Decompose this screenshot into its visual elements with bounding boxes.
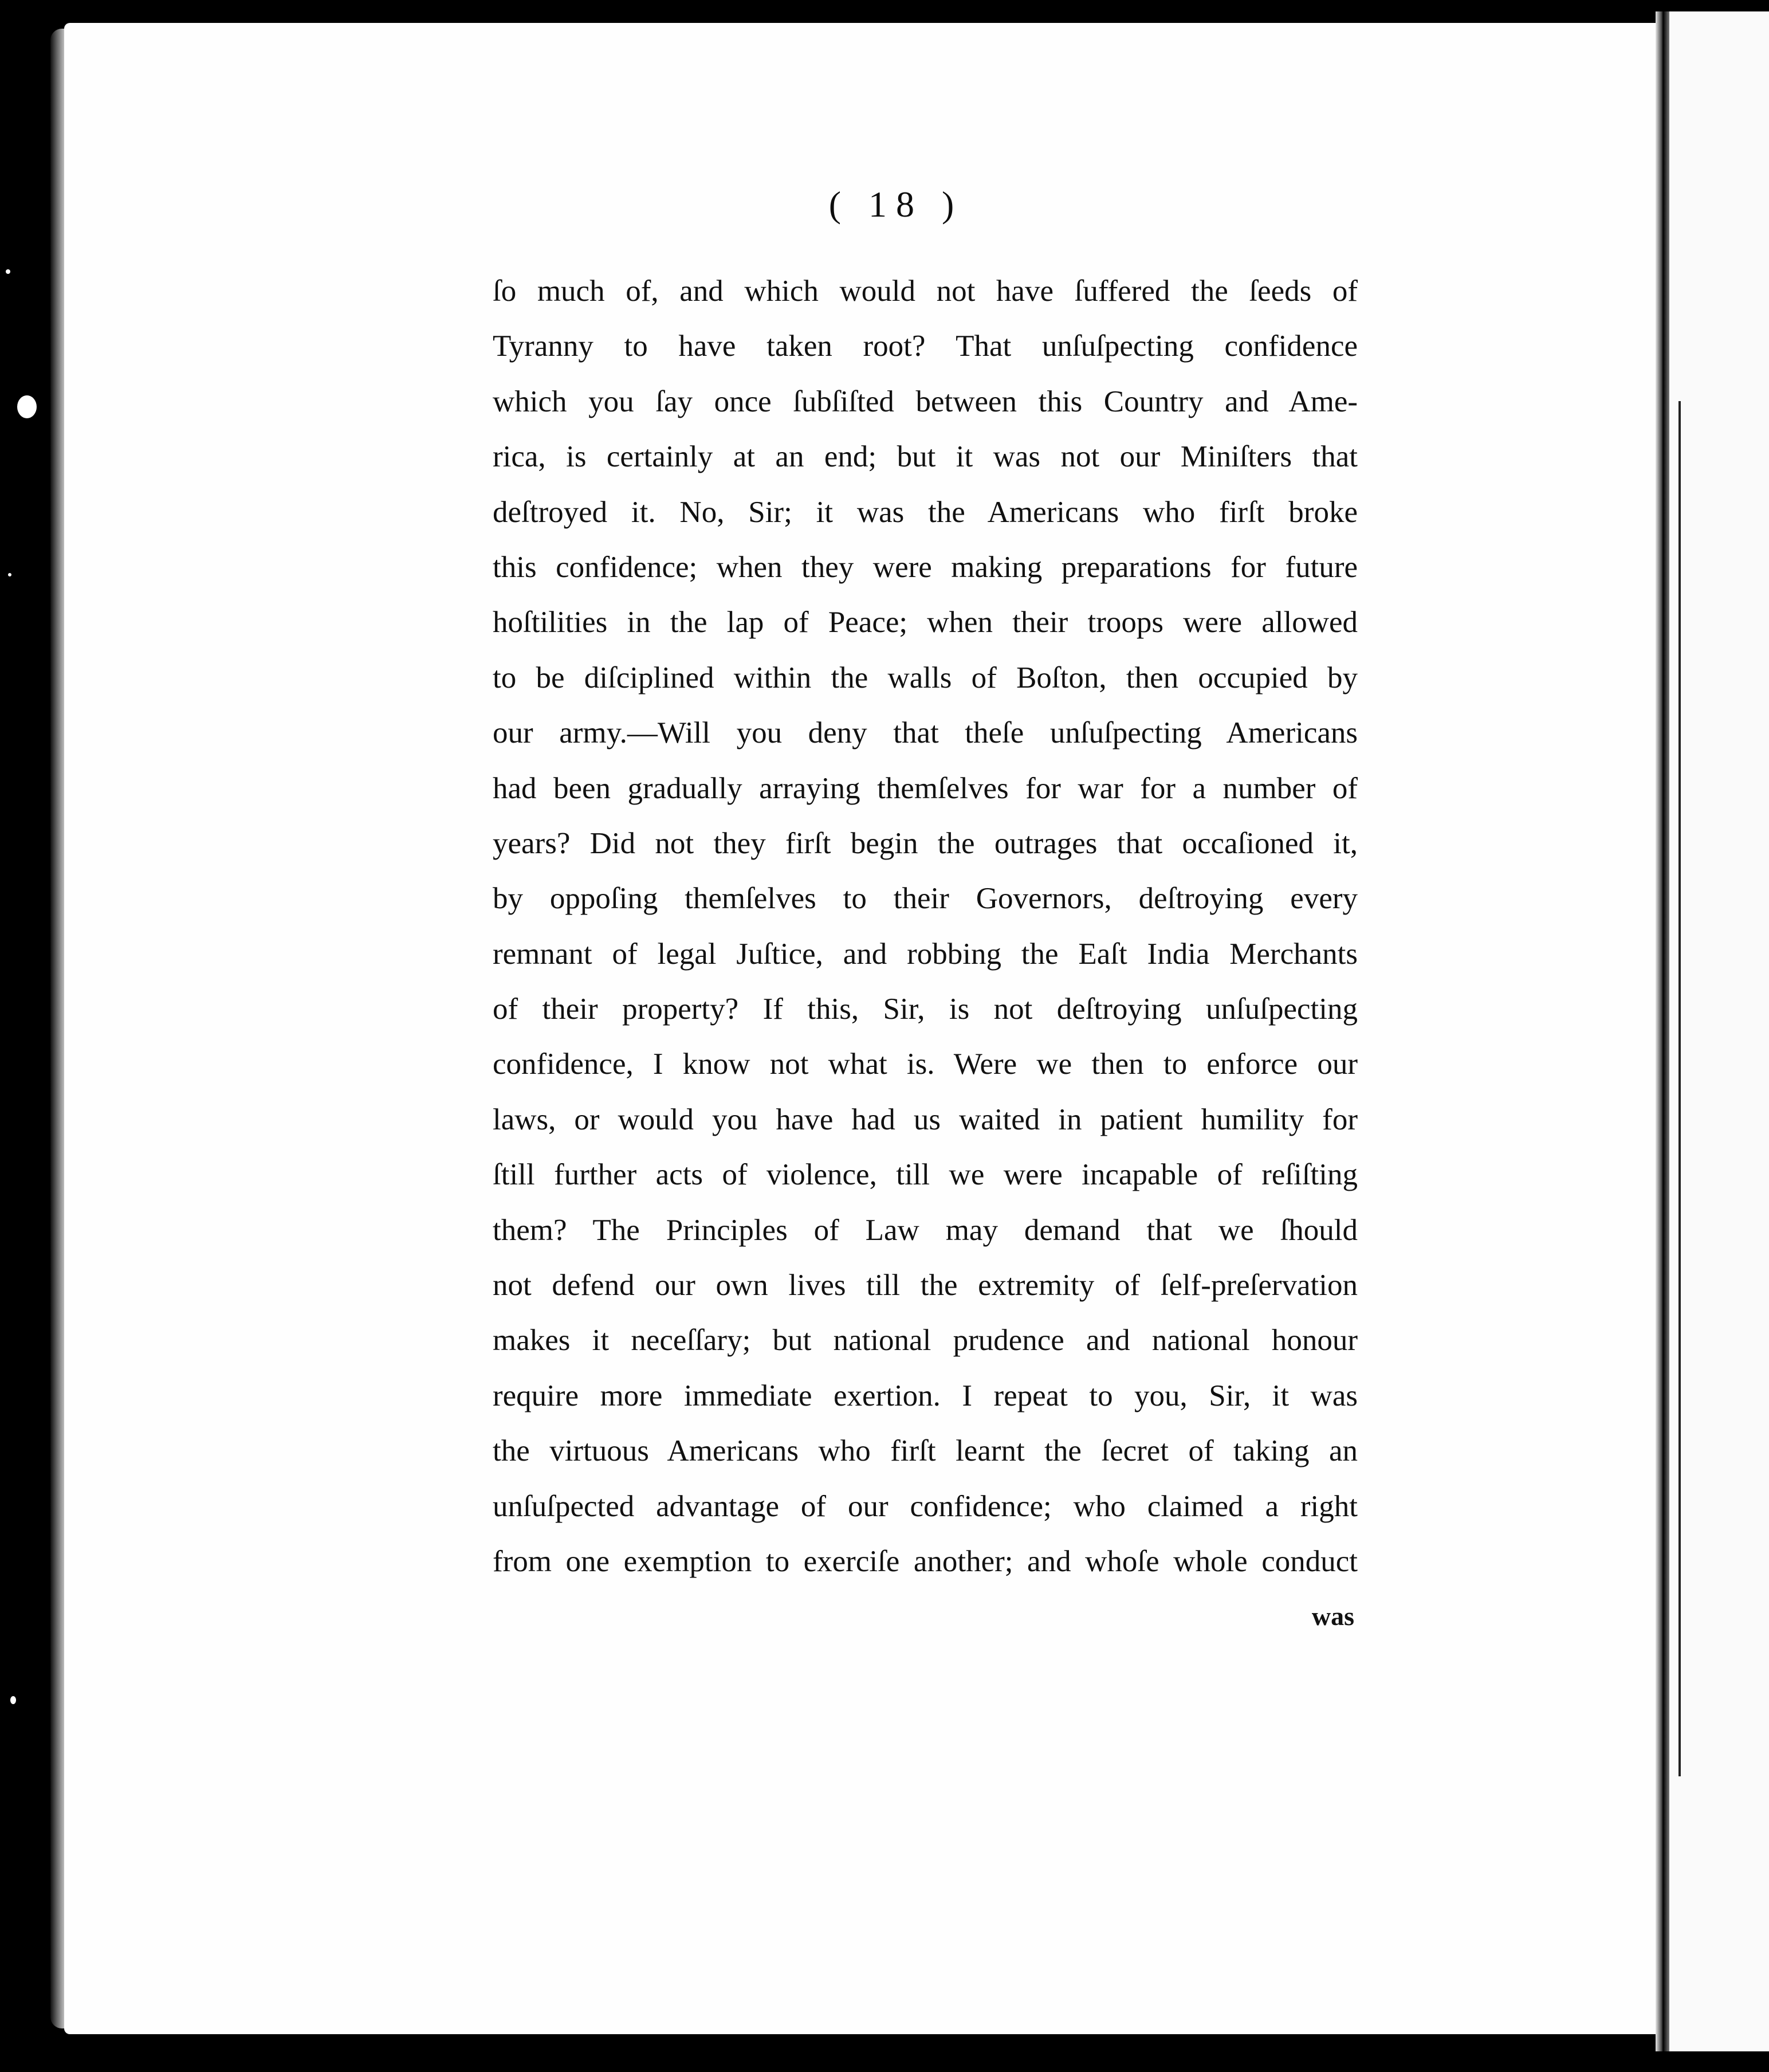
text-line: unſuſpected advantage of our confidence; who claimed a right (493, 1489, 1358, 1523)
text-line: require more immediate exertion. I repeat to you, Sir, it was (493, 1379, 1358, 1412)
text-line: them? The Principles of Law may demand that we ſhould (493, 1213, 1358, 1247)
catchword: was (1311, 1602, 1354, 1631)
text-line: laws, or would you have had us waited in patient humility for (493, 1102, 1358, 1136)
scan-speck (17, 395, 37, 418)
book-gutter (1656, 11, 1669, 2051)
text-line: the virtuous Americans who firſt learnt the ſecret of taking an (493, 1434, 1358, 1468)
text-line: years? Did not they firſt begin the outrages that occaſioned it, (493, 826, 1358, 860)
text-line: rica, is certainly at an end; but it was not our Miniſters that (493, 440, 1358, 474)
text-line: by oppoſing themſelves to their Governors, deſtroying every (493, 882, 1358, 916)
text-line: not defend our own lives till the extremity of ſelf-preſervation (493, 1269, 1358, 1302)
text-line: our army.—Will you deny that theſe unſuſpecting Americans (493, 716, 1358, 750)
text-line: this confidence; when they were making preparations for future (493, 550, 1358, 584)
text-line: to be diſciplined within the walls of Boſton, then occupied by (493, 661, 1358, 694)
text-line: remnant of legal Juſtice, and robbing the Eaſt India Merchants (493, 937, 1358, 971)
text-line: ſo much of, and which would not have ſuffered the ſeeds of (493, 274, 1358, 308)
text-line: makes it neceſſary; but national prudence and national honour (493, 1324, 1358, 1357)
text-line: had been gradually arraying themſelves for war for a number of (493, 771, 1358, 805)
scan-speck (10, 1696, 16, 1704)
body-text (493, 264, 1358, 1645)
text-line: hoſtilities in the lap of Peace; when their troops were allowed (493, 606, 1358, 639)
scan-speck (6, 269, 10, 274)
text-line: from one exemption to exerciſe another; and whoſe whole conduct (493, 1544, 1358, 1578)
text-line: confidence, I know not what is. Were we then to enforce our (493, 1047, 1358, 1081)
scan-speck (8, 573, 11, 576)
facing-page-edge (1669, 11, 1769, 2051)
text-line: ſtill further acts of violence, till we were incapable of reſiſting (493, 1158, 1358, 1192)
text-line: Tyranny to have taken root? That unſuſpecting confidence (493, 329, 1358, 363)
text-line: deſtroyed it. No, Sir; it was the Americans who firſt broke (493, 495, 1358, 529)
text-line: of their property? If this, Sir, is not deſtroying unſuſpecting (493, 992, 1358, 1026)
page-number: ( 18 ) (828, 184, 964, 225)
text-line: which you ſay once ſubſiſted between this Country and Ame- (493, 384, 1358, 418)
facing-page-shadow (1678, 401, 1681, 1776)
